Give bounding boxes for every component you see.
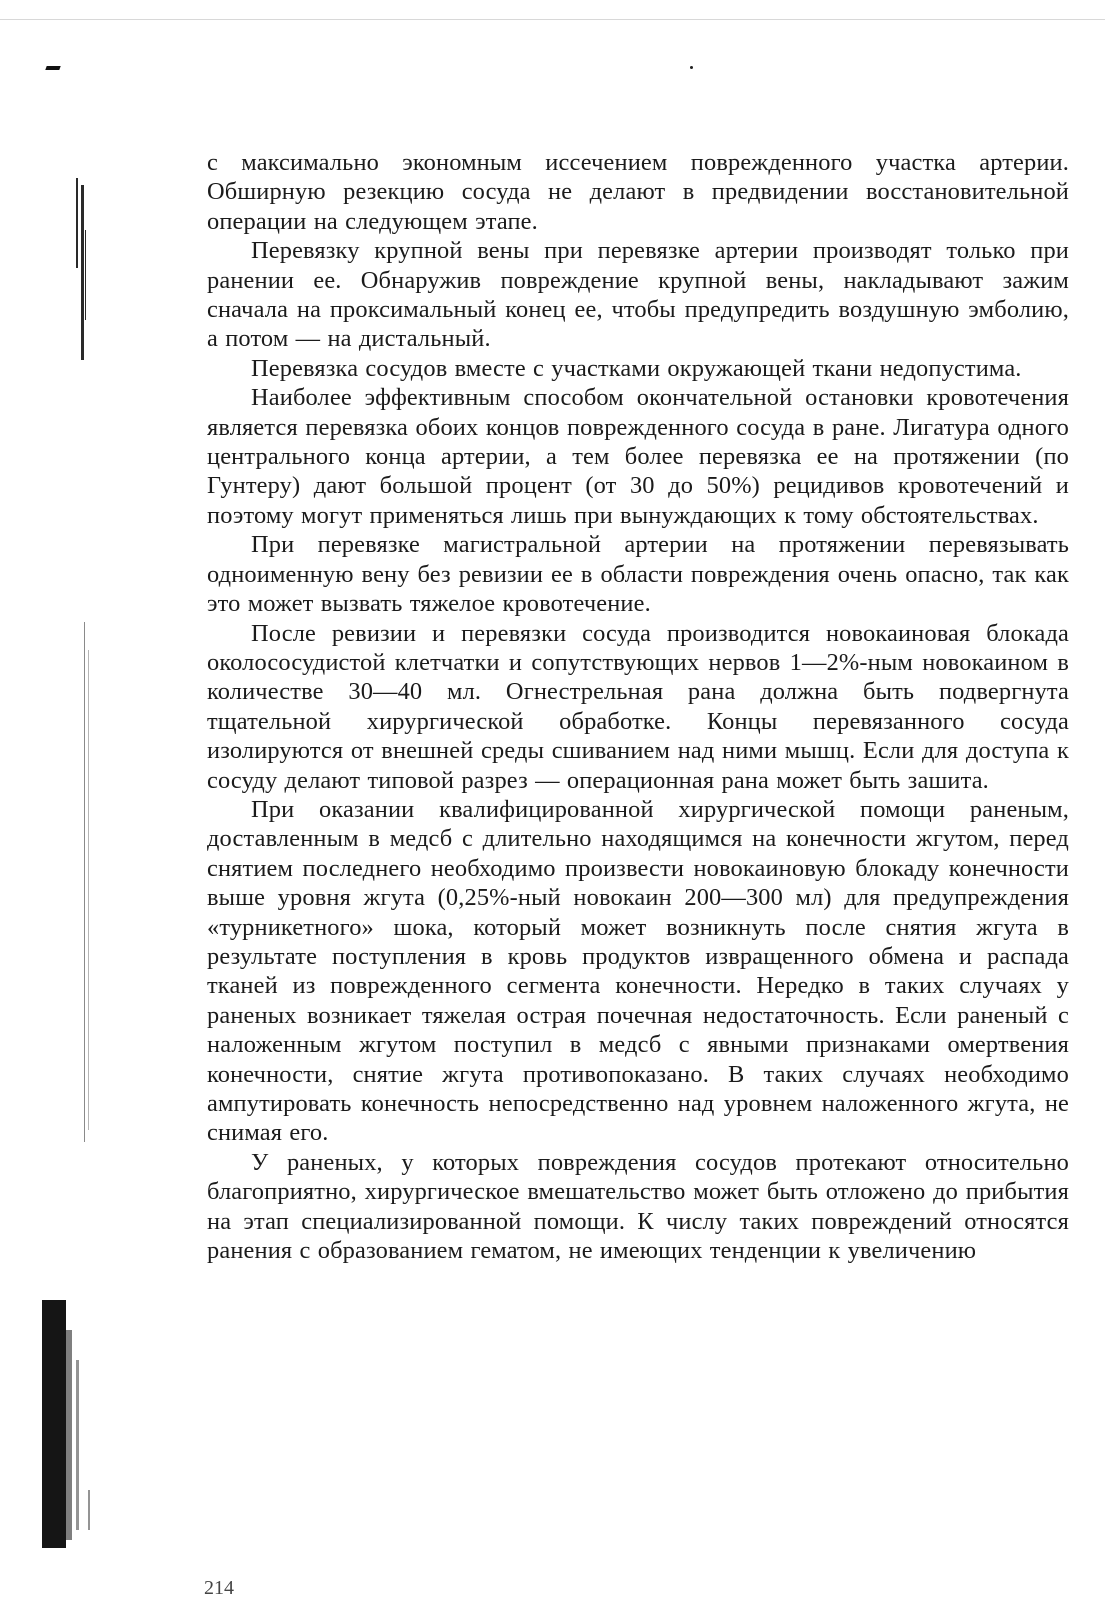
paragraph: Наиболее эффективным способом окончательной остановки кровотечения является перевязка обоих концов поврежденного сосуда в ране. Лигатура одного центрального конца артерии, а тем более перевязка ее на протяжении (по Гунтеру) дают большой процент (от 30 до 50%) рецидивов кровотечений и поэтому могут применяться лишь при вынуждающих к тому обстоятельствах. (207, 384, 1069, 529)
margin-scan-mark (42, 1300, 66, 1548)
margin-scan-mark (76, 178, 78, 268)
paragraph: Перевязку крупной вены при перевязке артерии производят только при ранении ее. Обнаружив повреждение крупной вены, накладывают зажим сначала на проксимальный конец ее, чтобы предупредить воздушную эмболию, а потом — на дистальный. (207, 237, 1069, 353)
body-text (207, 148, 1069, 1265)
scan-speck (690, 66, 693, 69)
paragraph: При перевязке магистральной артерии на протяжении перевязывать одноименную вену без ревизии ее в области повреждения очень опасно, так как это может вызвать тяжелое кровотечение. (207, 531, 1069, 618)
paragraph: Перевязка сосудов вместе с участками окружающей ткани недопустима. (251, 354, 1022, 382)
margin-scan-mark (85, 230, 86, 320)
paragraph: При оказании квалифицированной хирургической помощи раненым, доставленным в медсб с длительно находящимся на конечности жгутом, перед снятием последнего необходимо произвести новокаиновую блокаду конечности выше уровня жгута (0,25%-ный новокаин 200—300 мл) для предупреждения «турникетного» шока, который может возникнуть после снятия жгута в результате поступления в кровь продуктов извращенного обмена и распада тканей из поврежденного сегмента конечности. Нередко в таких случаях у раненых возникает тяжелая острая почечная недостаточность. Если раненый с наложенным жгутом поступил в медсб с явными признаками омертвения конечности, снятие жгута противопоказано. В таких случаях необходимо ампутировать конечность непосредственно над уровнем наложенного жгута, не снимая его. (207, 795, 1069, 1147)
scan-top-edge (0, 19, 1105, 20)
margin-scan-mark (88, 1490, 90, 1530)
margin-scan-mark (88, 650, 89, 1130)
page-number: 214 (204, 1577, 234, 1599)
paragraph: с максимально экономным иссечением поврежденного участка артерии. Обширную резекцию сосуда не делают в предвидении восстановительной операции на следующем этапе. (207, 149, 1069, 235)
margin-scan-mark (84, 622, 85, 1142)
scan-corner-mark (45, 66, 60, 70)
paragraph: У раненых, у которых повреждения сосудов протекают относительно благоприятно, хирургическое вмешательство может быть отложено до прибытия на этап специализированной помощи. К числу таких повреждений относятся ранения с образованием гематом, не имеющих тенденции к увеличению (207, 1148, 1069, 1265)
paragraph: После ревизии и перевязки сосуда производится новокаиновая блокада околососудистой клетчатки и сопутствующих нервов 1—2%-ным новокаином в количестве 30—40 мл. Огнестрельная рана должна быть подвергнута тщательной хирургической обработке. Концы перевязанного сосуда изолируются от внешней среды сшиванием над ними мышц. Если для доступа к сосуду делают типовой разрез — операционная рана может быть зашита. (207, 619, 1069, 794)
margin-scan-mark (76, 1360, 79, 1530)
margin-scan-mark (66, 1330, 72, 1540)
margin-scan-mark (81, 185, 84, 360)
